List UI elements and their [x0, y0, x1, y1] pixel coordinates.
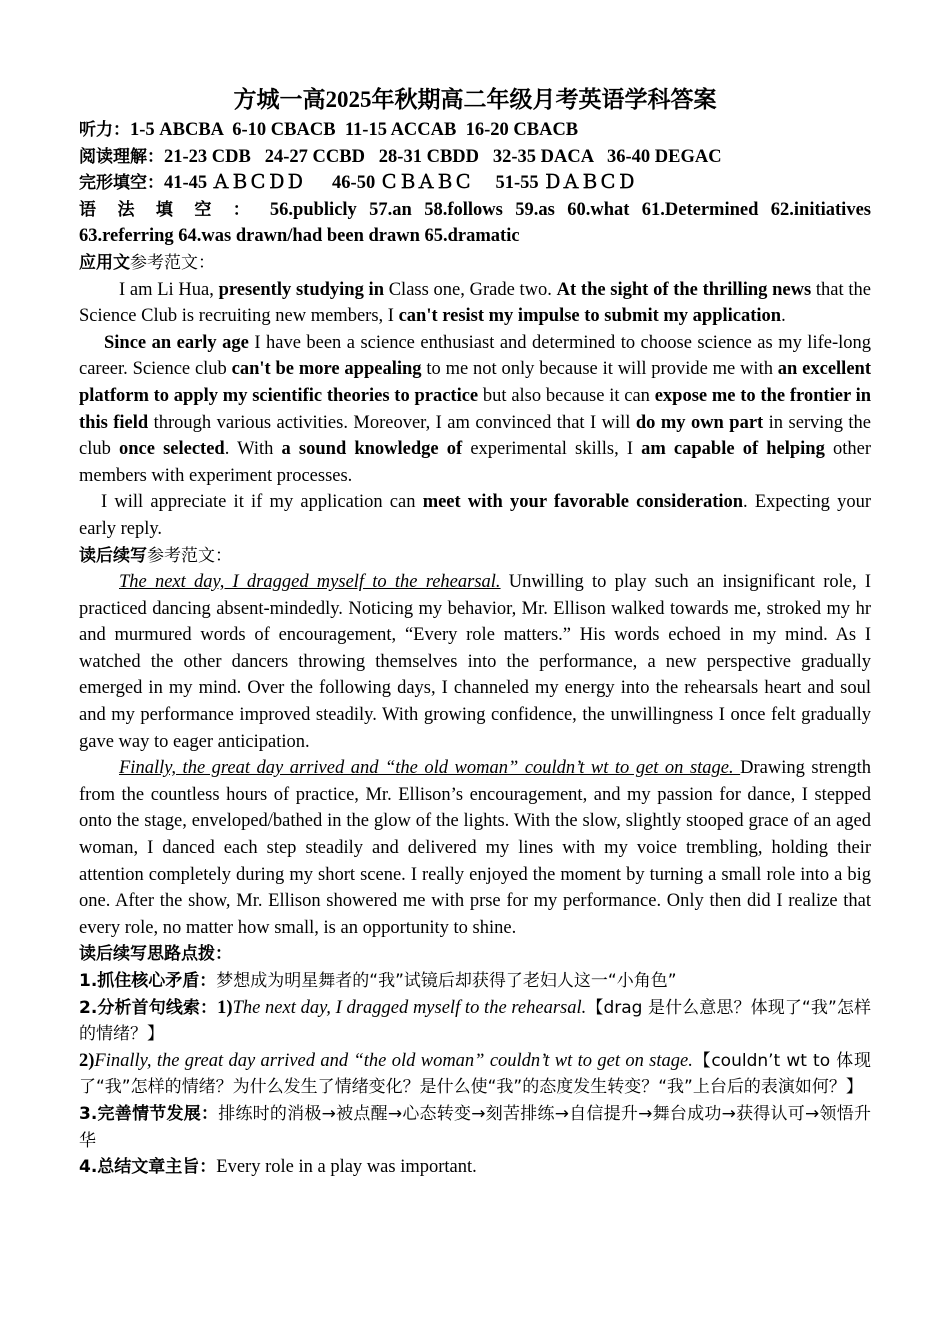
tip-1: 1.抓住核心矛盾：梦想成为明星舞者的“我”试镜后却获得了老妇人这一“小角色” — [79, 971, 677, 991]
continuation-paragraph-1: The next day, I dragged myself to the rehearsal. Unwilling to play such an insignificant role, I practiced dancing absent-mindedly. Noticing my behavior, Mr. Ellison walked towards me, stroked my hr and murmured words of encouragement, “Every role matters.” His words echoed in my mind. As I watched the other dancers throwing themselves into the performance, a new perspective gradually emerged in my mind. Over the following days, I channeled my energy into the rehearsals heart and soul and my performance improved steadily. With growing confidence, the unwillingness I once felt gradually gave way to eager anticipation. — [79, 572, 871, 752]
text-run: that the Science Club is recruiting new members, I — [79, 279, 871, 327]
text-run: to me not only because it will provide me with — [421, 359, 778, 380]
bold-phrase: an excellent platform to apply my scientific theories to practice — [79, 359, 871, 406]
reading-answers: 阅读理解：21-23 CDB 24-27 CCBD 28-31 CBDD 32-35 DACA 36-40 DEGAC — [79, 146, 722, 167]
application-paragraph-1 — [79, 277, 871, 330]
continuation-first-sentence: The next day, I dragged myself to the rehearsal. — [119, 572, 501, 593]
bold-phrase: presently studying in — [218, 279, 384, 300]
bold-phrase: can't be more appealing — [231, 359, 422, 380]
page-title: 方城一高2025年秋期高二年级月考英语学科答案 — [233, 87, 717, 112]
text-run: in serving the club — [79, 412, 872, 460]
text-run: . Expecting your early reply. — [79, 492, 871, 539]
application-paragraph-2 — [79, 330, 871, 490]
bold-phrase: meet with your favorable consideration — [422, 492, 744, 513]
continuation-heading: 读后续写参考范文： — [79, 545, 232, 566]
text-run: . — [781, 306, 786, 327]
bold-phrase: am capable of helping — [641, 439, 825, 460]
tip-2b: 2)Finally, the great day arrived and “the old woman” couldn’t wt to get on stage.【couldn’t wt to 体现了“我”怎样的情绪？为什么发生了情绪变化？是什么使“我”的态度发生转变？“我”上台后的表演如何？】 — [79, 1050, 871, 1098]
bold-phrase: At the sight of the thrilling news — [556, 279, 812, 300]
text-run: I have been a science enthusiast and determined to choose science as my life-long career. Science club — [79, 332, 872, 380]
continuation-paragraph-2: Finally, the great day arrived and “the old woman” couldn’t wt to get on stage. Drawing strength from the countless hours of practice, Mr. Ellison’s encouragement, and my passion for dance, I stepped onto the stage, enveloped/bathed in the glow of the lights. With the slow, slightly stooped grace of an aged woman, I danced each step steadily and delivered my lines with my voice trembling, holding their attention completely during my short scene. I really enjoyed the moment by turning a small role into a big one. After the show, Mr. Ellison showered me with prse for my performance. Only then did I realize that every role, no matter how small, is an opportunity to shine. — [79, 758, 871, 938]
bold-phrase: can't resist my impulse to submit my application — [398, 306, 782, 327]
answer-sheet — [79, 84, 871, 1181]
tip-4: 4.总结文章主旨：Every role in a play was important. — [79, 1157, 477, 1178]
grammar-answers-line2: 63.referring 64.was drawn/had been drawn 65.dramatic — [79, 226, 520, 247]
text-run: experimental skills, I — [462, 439, 642, 460]
cloze-answers: 完形填空：41-45 ＡＢＣＤＤ 46-50 ＣＢＡＢＣ 51-55 ＤＡＢＣＤ — [79, 173, 636, 194]
bold-phrase: do my own part — [635, 412, 764, 433]
grammar-answers-line1: 语 法 填 空 ： 56.publicly 57.an 58.follows 59.as 60.what 61.Determined 62.initiatives — [79, 199, 871, 220]
tip-2: 2.分析首句线索：1)The next day, I dragged myself to the rehearsal.【drag 是什么意思？体现了“我”怎样的情绪？】 — [79, 997, 871, 1045]
text-run: I am Li Hua, — [119, 279, 219, 300]
text-run: but also because it can — [478, 385, 655, 406]
text-run: Class one, Grade two. — [383, 279, 557, 300]
text-run: I will appreciate it if my application can — [101, 492, 423, 513]
text-run: other members with experiment processes. — [79, 439, 872, 486]
bold-phrase: once selected — [118, 439, 225, 460]
application-heading: 应用文参考范文： — [79, 252, 215, 273]
bold-phrase: Since an early age — [104, 332, 249, 353]
continuation-second-sentence: Finally, the great day arrived and “the old woman” couldn’t wt to get on stage. — [119, 758, 741, 779]
listening-answers: 听力：1-5 ABCBA 6-10 CBACB 11-15 ACCAB 16-20 CBACB — [79, 120, 579, 140]
bold-phrase: expose me to the frontier in this field — [79, 385, 872, 433]
application-paragraph-3 — [79, 489, 871, 542]
bold-phrase: a sound knowledge of — [281, 439, 463, 460]
tips-heading: 读后续写思路点拨： — [79, 944, 232, 965]
text-run: through various activities. Moreover, I am convinced that I will — [148, 412, 636, 433]
tip-3: 3.完善情节发展：排练时的消极→被点醒→心态转变→刻苦排练→自信提升→舞台成功→获得认可→领悟升华 — [79, 1103, 871, 1151]
text-run: . With — [224, 439, 282, 460]
